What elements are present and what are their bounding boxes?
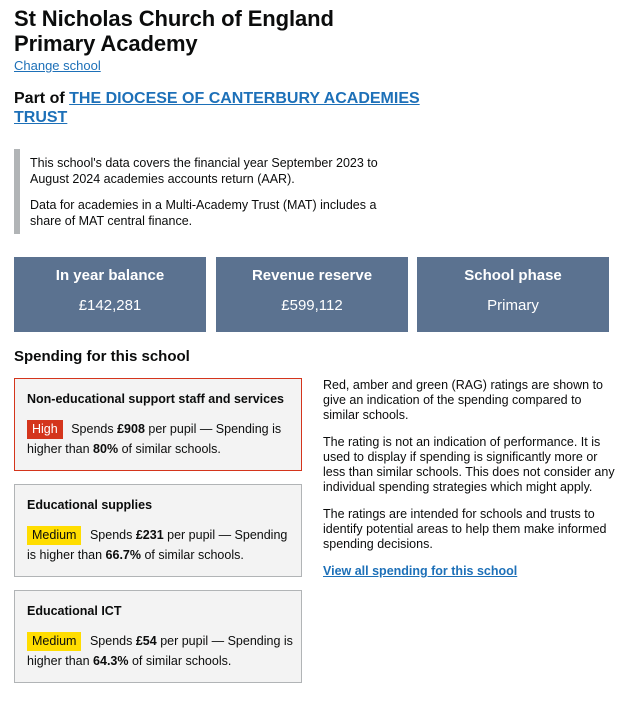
spending-card-educational-supplies bbox=[14, 484, 302, 577]
data-coverage-inset bbox=[14, 149, 400, 234]
inset-financial-year-text: This school's data covers the financial year September 2023 to August 2024 academies accounts return (AAR). bbox=[30, 156, 378, 186]
card-title: Educational ICT bbox=[27, 604, 122, 618]
spend-amount: £908 bbox=[117, 422, 145, 436]
spending-card-non-educational bbox=[14, 378, 302, 471]
rag-performance-text: The rating is not an indication of performance. It is used to display if spending is significantly more or less than similar schools. This does not consider any individual spending strategies which might apply. bbox=[323, 435, 615, 494]
rag-purpose-text: The ratings are intended for schools and trusts to identify potential areas to help them make informed spending decisions. bbox=[323, 507, 607, 551]
tile-value: £142,281 bbox=[78, 297, 142, 314]
tile-label: In year balance bbox=[55, 267, 165, 284]
spend-amount: £54 bbox=[135, 634, 157, 648]
trust-name-line1: THE DIOCESE OF CANTERBURY ACADEMIES bbox=[69, 90, 420, 107]
rag-tag-medium: Medium bbox=[27, 632, 81, 651]
school-name-line1: St Nicholas Church of England bbox=[14, 6, 334, 31]
card-description bbox=[27, 525, 295, 565]
spend-percent: 64.3% bbox=[93, 654, 129, 668]
rag-explanation bbox=[323, 378, 615, 579]
inset-mat-text: Data for academies in a Multi-Academy Trust (MAT) includes a share of MAT central finance. bbox=[30, 198, 377, 228]
spend-percent: 80% bbox=[93, 442, 119, 456]
spend-suffix: of similar schools. bbox=[131, 654, 232, 668]
trust-name-line2: TRUST bbox=[14, 109, 68, 126]
spend-mid: per pupil — Spending is higher than bbox=[27, 422, 282, 456]
change-school-link[interactable]: Change school bbox=[14, 58, 101, 73]
spend-mid: per pupil — Spending is higher than bbox=[27, 634, 293, 668]
tile-in-year-balance bbox=[14, 257, 206, 332]
card-title: Non-educational support staff and services bbox=[27, 392, 284, 406]
spends-prefix: Spends bbox=[71, 422, 114, 436]
card-title: Educational supplies bbox=[27, 498, 153, 512]
spend-suffix: of similar schools. bbox=[121, 442, 221, 456]
rag-intro-text: Red, amber and green (RAG) ratings are shown to give an indication of the spending compared to similar schools. bbox=[323, 378, 603, 422]
spend-amount: £231 bbox=[135, 528, 164, 542]
tile-value: Primary bbox=[487, 297, 539, 314]
rag-tag-medium: Medium bbox=[27, 526, 81, 545]
spending-card-educational-ict bbox=[14, 590, 302, 683]
school-name-line2: Primary Academy bbox=[14, 31, 198, 56]
trust-prefix: Part of bbox=[14, 90, 65, 107]
tile-revenue-reserve bbox=[216, 257, 408, 332]
page-title bbox=[14, 6, 614, 56]
tile-label: Revenue reserve bbox=[251, 267, 373, 284]
rag-tag-high: High bbox=[27, 420, 63, 439]
page bbox=[14, 6, 615, 668]
spends-prefix: Spends bbox=[89, 634, 133, 648]
spend-percent: 66.7% bbox=[105, 548, 141, 562]
headline-tiles bbox=[14, 257, 610, 332]
card-description bbox=[27, 419, 295, 459]
spend-suffix: of similar schools. bbox=[144, 548, 244, 562]
spend-mid: per pupil — Spending is higher than bbox=[27, 528, 288, 562]
card-description bbox=[27, 631, 295, 671]
spending-heading: Spending for this school bbox=[14, 348, 190, 365]
tile-school-phase bbox=[417, 257, 609, 332]
tile-label: School phase bbox=[464, 267, 562, 284]
view-all-spending-link[interactable]: View all spending for this school bbox=[323, 564, 518, 578]
spends-prefix: Spends bbox=[89, 528, 133, 542]
tile-value: £599,112 bbox=[281, 297, 343, 314]
trust-line bbox=[14, 89, 614, 127]
trust-link[interactable] bbox=[14, 90, 420, 126]
